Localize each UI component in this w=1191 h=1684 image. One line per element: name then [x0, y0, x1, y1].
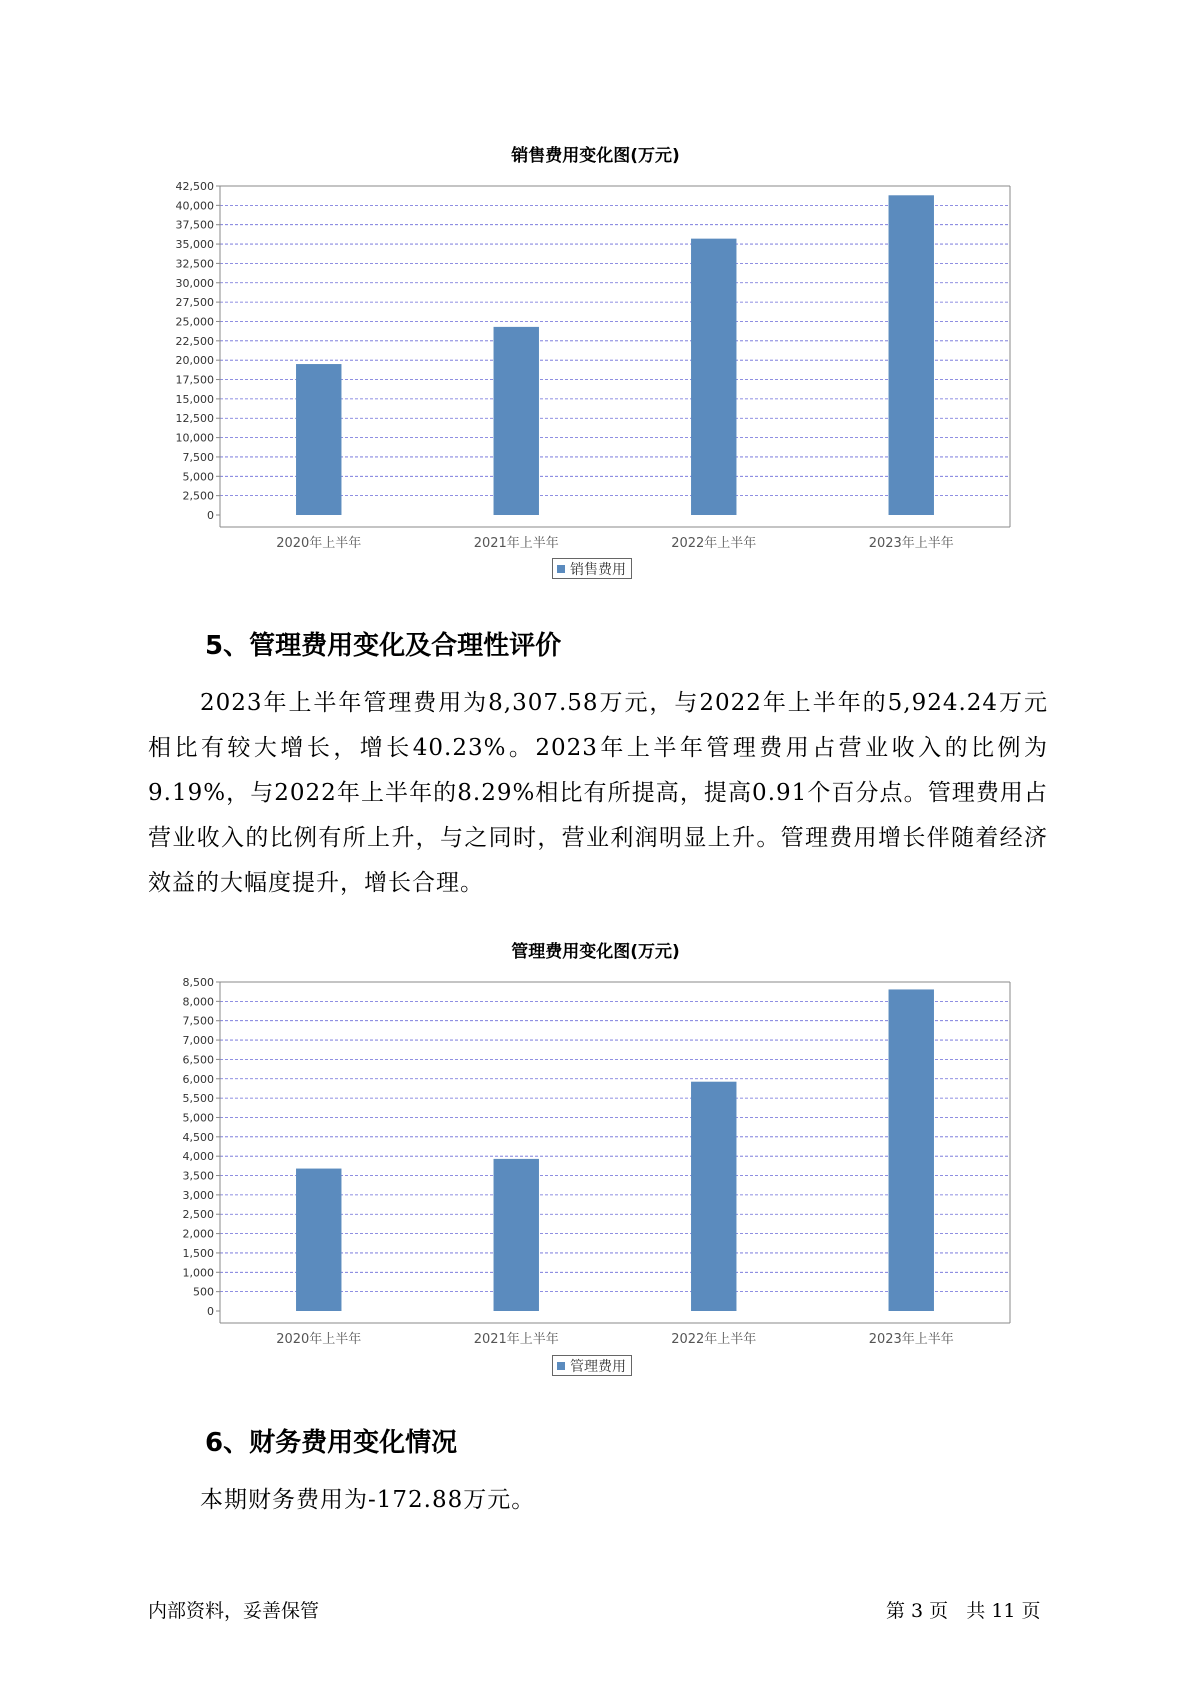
y-tick-label: 7,500	[182, 450, 214, 464]
bar-2023年上半年	[889, 195, 934, 515]
y-tick-label: 12,500	[175, 412, 214, 426]
y-tick-label: 0	[207, 509, 214, 522]
y-tick-label: 5,000	[182, 470, 214, 484]
y-tick-label: 2,000	[182, 1227, 214, 1241]
legend-label: 销售费用	[570, 561, 626, 578]
sales-expense-chart-title: 销售费用变化图(万元)	[511, 146, 680, 166]
section-5-heading: 5、管理费用变化及合理性评价	[205, 631, 562, 661]
bar-2022年上半年	[691, 1082, 736, 1311]
y-tick-label: 7,500	[182, 1014, 214, 1028]
section-5-paragraph	[148, 681, 1048, 906]
y-tick-label: 3,500	[182, 1169, 214, 1183]
y-tick-label: 40,000	[175, 199, 214, 213]
legend-swatch	[557, 1362, 565, 1370]
bar-2023年上半年	[889, 989, 934, 1311]
y-tick-label: 30,000	[175, 276, 214, 290]
y-tick-label: 20,000	[175, 354, 214, 368]
x-tick-label: 2021年上半年	[473, 536, 559, 551]
x-tick-label: 2021年上半年	[473, 1332, 559, 1347]
bar-2021年上半年	[494, 327, 539, 515]
y-tick-label: 6,000	[182, 1072, 214, 1086]
y-tick-label: 17,500	[175, 373, 214, 387]
y-tick-label: 500	[193, 1285, 214, 1299]
y-tick-label: 22,500	[175, 334, 214, 348]
y-tick-label: 35,000	[175, 238, 214, 252]
admin-expense-chart	[0, 966, 1191, 1366]
y-tick-label: 5,500	[182, 1092, 214, 1106]
y-tick-label: 4,500	[182, 1130, 214, 1144]
footer-page-number: 第 3 页 共 11 页	[886, 1600, 1041, 1622]
y-tick-label: 32,500	[175, 257, 214, 271]
x-tick-label: 2022年上半年	[671, 536, 757, 551]
section-6-paragraph	[148, 1478, 1048, 1523]
y-tick-label: 2,500	[182, 1208, 214, 1222]
x-tick-label: 2023年上半年	[868, 536, 954, 551]
x-tick-label: 2023年上半年	[868, 1332, 954, 1347]
section-6-text: 本期财务费用为-172.88万元。	[200, 1487, 536, 1513]
admin-expense-chart-title: 管理费用变化图(万元)	[511, 942, 680, 962]
sales-expense-chart	[0, 170, 1191, 570]
y-tick-label: 8,000	[182, 995, 214, 1009]
y-tick-label: 15,000	[175, 392, 214, 406]
y-tick-label: 25,000	[175, 315, 214, 329]
y-tick-label: 5,000	[182, 1111, 214, 1125]
legend-label: 管理费用	[570, 1358, 626, 1375]
bar-2021年上半年	[494, 1159, 539, 1311]
y-tick-label: 4,000	[182, 1150, 214, 1164]
y-tick-label: 27,500	[175, 296, 214, 310]
bar-2020年上半年	[296, 364, 341, 515]
section-5-text: 2023年上半年管理费用为8,307.58万元，与2022年上半年的5,924.24万元相比有较大增长，增长40.23%。2023年上半年管理费用占营业收入的比例为9.19%，与2022年上半年的8.29%相比有所提高，提高0.91个百分点。管理费用占营业收入的比例有所上升，与之同时，营业利润明显上升。管理费用增长伴随着经济效益的大幅度提升，增长合理。	[148, 690, 1048, 896]
y-tick-label: 3,000	[182, 1188, 214, 1202]
x-tick-label: 2020年上半年	[276, 536, 362, 551]
x-tick-label: 2020年上半年	[276, 1332, 362, 1347]
y-tick-label: 8,500	[182, 976, 214, 989]
y-tick-label: 42,500	[175, 180, 214, 193]
x-tick-label: 2022年上半年	[671, 1332, 757, 1347]
y-tick-label: 1,000	[182, 1266, 214, 1280]
admin-expense-legend	[552, 1355, 632, 1376]
y-tick-label: 6,500	[182, 1053, 214, 1067]
footer-left: 内部资料，妥善保管	[148, 1600, 320, 1622]
y-tick-label: 37,500	[175, 218, 214, 232]
sales-expense-legend	[552, 558, 632, 579]
y-tick-label: 0	[207, 1305, 214, 1318]
y-tick-label: 2,500	[182, 489, 214, 503]
y-tick-label: 7,000	[182, 1034, 214, 1048]
y-tick-label: 1,500	[182, 1246, 214, 1260]
bar-2020年上半年	[296, 1169, 341, 1311]
bar-2022年上半年	[691, 239, 736, 515]
section-6-heading: 6、财务费用变化情况	[205, 1428, 458, 1458]
legend-swatch	[557, 565, 565, 573]
y-tick-label: 10,000	[175, 431, 214, 445]
